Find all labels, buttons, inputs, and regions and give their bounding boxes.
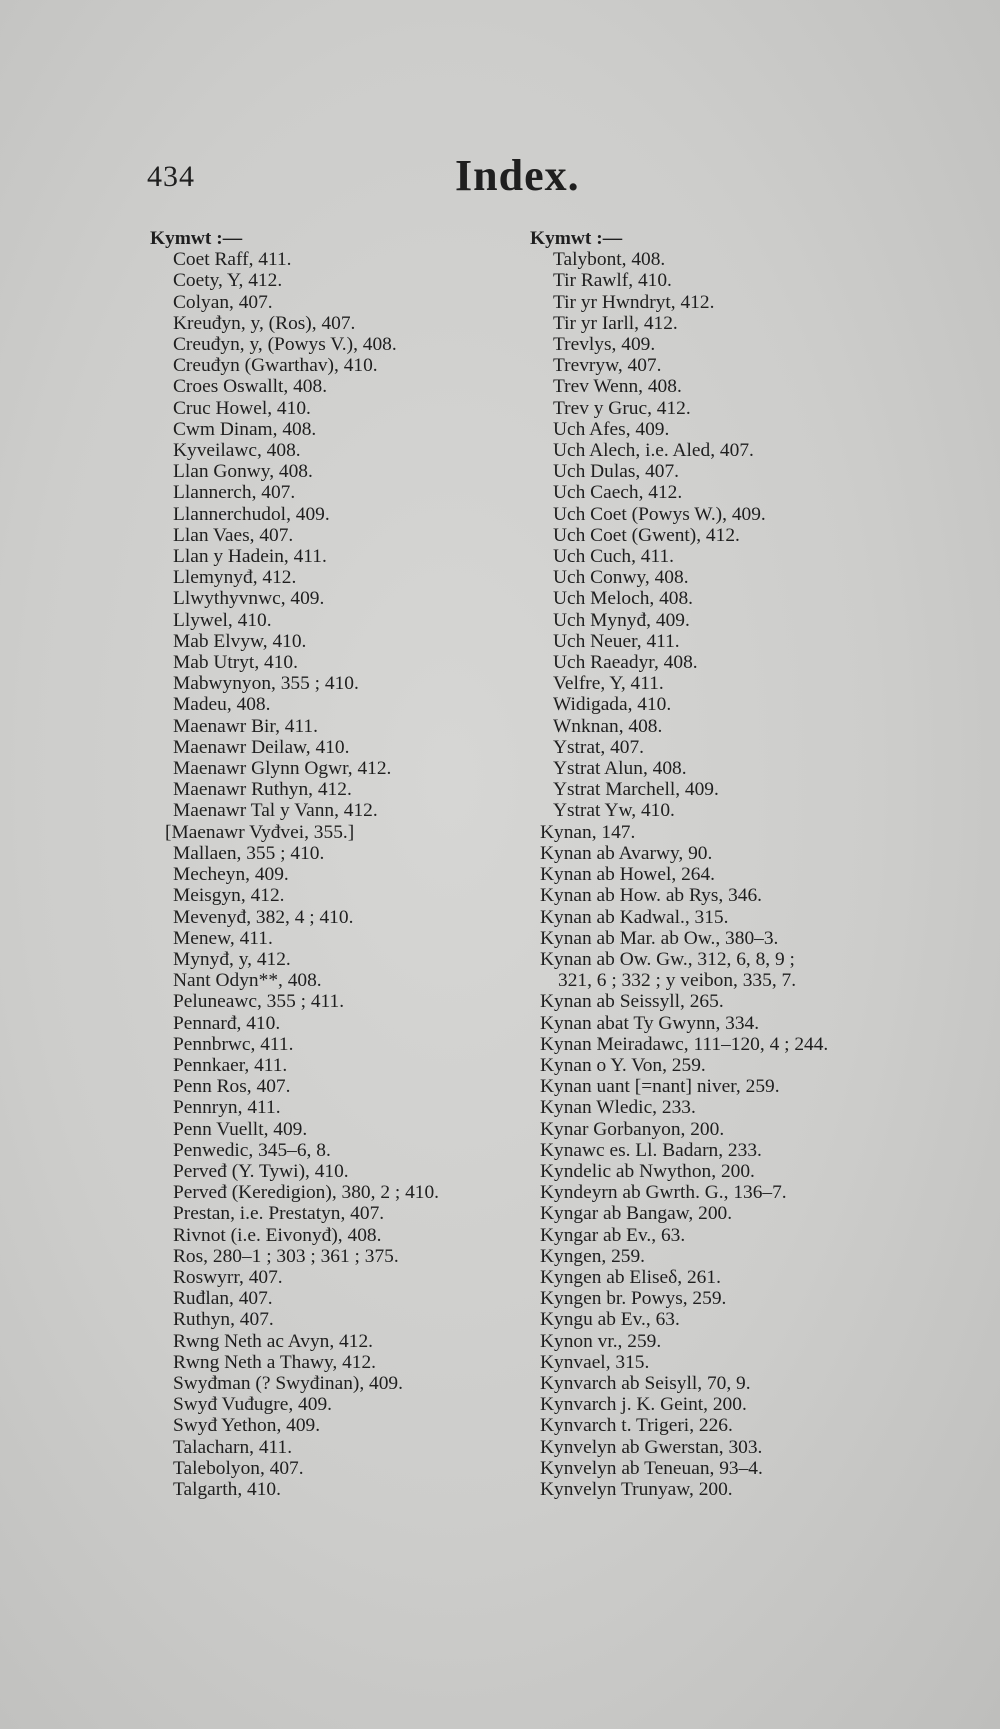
index-entry: Kynar Gorbanyon, 200.: [540, 1118, 725, 1140]
index-entry: Mynyđ, y, 412.: [173, 948, 291, 970]
index-entry: Rwng Neth a Thawy, 412.: [173, 1351, 377, 1373]
index-entry: Kyngar ab Ev., 63.: [540, 1224, 686, 1246]
index-entry: Maenawr Ruthyn, 412.: [173, 779, 352, 801]
running-head: Index.: [455, 151, 580, 200]
index-entry: Cruc Howel, 410.: [173, 397, 311, 419]
index-entry: Kyndeyrn ab Gwrth. G., 136–7.: [540, 1182, 787, 1204]
index-entry: Kynan, 147.: [540, 821, 636, 843]
index-entry: Trev Wenn, 408.: [553, 376, 682, 398]
index-entry: Maenawr Tal y Vann, 412.: [173, 800, 378, 822]
index-entry: Trevryw, 407.: [553, 355, 662, 377]
index-entry: Creuđyn, y, (Powys V.), 408.: [173, 334, 397, 356]
index-entry: Llannerch, 407.: [173, 482, 296, 504]
index-entry: Peluneawc, 355 ; 411.: [173, 991, 345, 1013]
index-entry: Uch Afes, 409.: [553, 418, 670, 440]
index-entry: Madeu, 408.: [173, 694, 271, 716]
index-entry: Kynan ab Kadwal., 315.: [540, 906, 729, 928]
index-entry: Kynan Meiradawc, 111–120, 4 ; 244.: [540, 1033, 829, 1055]
index-entry: Kynan ab How. ab Rys, 346.: [540, 885, 763, 907]
index-entry: Coety, Y, 412.: [173, 270, 283, 292]
index-entry: Talebolyon, 407.: [173, 1457, 304, 1479]
index-heading: Kymwt :—: [150, 228, 243, 249]
index-entry: Kynvael, 315.: [540, 1351, 650, 1373]
index-entry: Wnknan, 408.: [553, 715, 663, 737]
index-entry: Talacharn, 411.: [173, 1436, 293, 1458]
index-entry: Tir Rawlf, 410.: [553, 270, 672, 292]
index-entry: Uch Coet (Powys W.), 409.: [553, 503, 766, 525]
index-entry: Kyndelic ab Nwython, 200.: [540, 1160, 755, 1182]
index-entry: Kynan uant [=nant] niver, 259.: [540, 1076, 780, 1098]
index-entry: Kyngen, 259.: [540, 1245, 646, 1267]
index-entry: Kynvelyn ab Teneuan, 93–4.: [540, 1457, 763, 1479]
index-entry: Pennarđ, 410.: [173, 1012, 281, 1034]
index-entry: Llan Vaes, 407.: [173, 524, 294, 546]
index-entry: Creuđyn (Gwarthav), 410.: [173, 355, 378, 377]
index-entry: Kyngen br. Powys, 259.: [540, 1288, 727, 1310]
index-entry: Kyngen ab Eliseδ, 261.: [540, 1266, 721, 1288]
index-entry: Kynan ab Howel, 264.: [540, 864, 716, 886]
index-entry: Kynvelyn Trunyaw, 200.: [540, 1478, 733, 1500]
index-entry: Colyan, 407.: [173, 291, 273, 313]
index-entry: Uch Mynyđ, 409.: [553, 609, 690, 631]
index-entry: Ystrat Yw, 410.: [553, 800, 675, 822]
index-entry: [Maenawr Vyđvei, 355.]: [165, 821, 355, 843]
index-entry: Swyđman (? Swyđinan), 409.: [173, 1372, 403, 1394]
index-entry: Ruđlan, 407.: [173, 1288, 273, 1310]
index-entry: Kynan o Y. Von, 259.: [540, 1054, 706, 1076]
index-entry: Swyđ Yethon, 409.: [173, 1415, 321, 1437]
index-entry: Uch Dulas, 407.: [553, 461, 680, 483]
index-entry: 321, 6 ; 332 ; y veibon, 335, 7.: [558, 970, 797, 992]
index-entry: Widigada, 410.: [553, 694, 672, 716]
index-entry: Tir yr Iarll, 412.: [553, 312, 678, 334]
index-entry: Maenawr Deilaw, 410.: [173, 736, 350, 758]
index-column-right: [530, 228, 930, 1500]
index-entry: Uch Meloch, 408.: [553, 588, 694, 610]
index-entry: Kyngar ab Bangaw, 200.: [540, 1203, 733, 1225]
index-entry: Uch Alech, i.e. Aled, 407.: [553, 440, 754, 462]
index-entry: Uch Neuer, 411.: [553, 630, 680, 652]
index-entry: Kynan ab Seissyll, 265.: [540, 991, 724, 1013]
index-entry: Uch Raeadyr, 408.: [553, 652, 698, 674]
index-entry: Talybont, 408.: [553, 249, 666, 271]
index-entry: Ruthyn, 407.: [173, 1309, 274, 1331]
index-entry: Mecheyn, 409.: [173, 864, 289, 886]
index-entry: Kynvarch j. K. Geint, 200.: [540, 1394, 747, 1416]
index-entry: Cwm Dinam, 408.: [173, 418, 317, 440]
index-entry: Ystrat Marchell, 409.: [553, 779, 719, 801]
index-entry: Uch Conwy, 408.: [553, 567, 689, 589]
index-entry: Velfre, Y, 411.: [553, 673, 664, 695]
index-entry: Llywel, 410.: [173, 609, 272, 631]
index-entry: Kynan ab Mar. ab Ow., 380–3.: [540, 927, 779, 949]
index-entry: Llemynyđ, 412.: [173, 567, 297, 589]
index-entry: Trev y Gruc, 412.: [553, 397, 691, 419]
index-entry: Kynan ab Ow. Gw., 312, 6, 8, 9 ;: [540, 948, 795, 970]
index-entry: Roswyrr, 407.: [173, 1266, 283, 1288]
index-entry: Kyveilawc, 408.: [173, 440, 301, 462]
index-entry: Kynan Wledic, 233.: [540, 1097, 696, 1119]
index-entry: Llannerchudol, 409.: [173, 503, 330, 525]
index-entry: Maenawr Glynn Ogwr, 412.: [173, 758, 392, 780]
index-entry: Croes Oswallt, 408.: [173, 376, 328, 398]
index-entry: Llan y Hadein, 411.: [173, 546, 327, 568]
index-entry: Ystrat Alun, 408.: [553, 758, 687, 780]
index-entry: Tir yr Hwndryt, 412.: [553, 291, 715, 313]
index-entry: Ros, 280–1 ; 303 ; 361 ; 375.: [173, 1245, 399, 1267]
index-entry: Talgarth, 410.: [173, 1478, 281, 1500]
index-entry: Trevlys, 409.: [553, 334, 656, 356]
index-entry: Prestan, i.e. Prestatyn, 407.: [173, 1203, 385, 1225]
index-entry: Rivnot (i.e. Eivonyđ), 408.: [173, 1224, 382, 1246]
index-entry: Rwng Neth ac Avyn, 412.: [173, 1330, 373, 1352]
index-entry: Penwedic, 345–6, 8.: [173, 1139, 331, 1161]
index-entry: Kreuđyn, y, (Ros), 407.: [173, 312, 356, 334]
index-entry: Swyđ Vuđugre, 409.: [173, 1394, 332, 1416]
index-entry: Kynvarch t. Trigeri, 226.: [540, 1415, 733, 1437]
index-entry: Kynon vr., 259.: [540, 1330, 662, 1352]
index-entry: Pennkaer, 411.: [173, 1054, 288, 1076]
index-entry: Kynvelyn ab Gwerstan, 303.: [540, 1436, 763, 1458]
index-entry: Mab Elvyw, 410.: [173, 630, 307, 652]
index-entry: Uch Cuch, 411.: [553, 546, 674, 568]
index-entry: Nant Odyn**, 408.: [173, 970, 322, 992]
index-entry: Coet Raff, 411.: [173, 249, 292, 271]
index-entry: Penn Vuellt, 409.: [173, 1118, 308, 1140]
index-entry: Llwythyvnwc, 409.: [173, 588, 325, 610]
index-entry: Llan Gonwy, 408.: [173, 461, 313, 483]
index-entry: Mevenyđ, 382, 4 ; 410.: [173, 906, 354, 928]
index-entry: Kynawc es. Ll. Badarn, 233.: [540, 1139, 762, 1161]
index-entry: Perveđ (Y. Tywi), 410.: [173, 1160, 349, 1182]
index-entry: Mabwynyon, 355 ; 410.: [173, 673, 359, 695]
index-entry: Penn Ros, 407.: [173, 1076, 291, 1098]
index-entry: Kyngu ab Ev., 63.: [540, 1309, 680, 1331]
page-number: 434: [147, 160, 195, 193]
index-entry: Mallaen, 355 ; 410.: [173, 842, 325, 864]
index-entry: Maenawr Bir, 411.: [173, 715, 318, 737]
index-heading: Kymwt :—: [530, 228, 623, 249]
index-entry: Pennryn, 411.: [173, 1097, 281, 1119]
index-entry: Kynan abat Ty Gwynn, 334.: [540, 1012, 760, 1034]
index-entry: Meisgyn, 412.: [173, 885, 285, 907]
index-entry: Uch Caech, 412.: [553, 482, 683, 504]
index-entry: Kynan ab Avarwy, 90.: [540, 842, 713, 864]
index-entry: Kynvarch ab Seisyll, 70, 9.: [540, 1372, 751, 1394]
index-entry: Pennbrwc, 411.: [173, 1033, 294, 1055]
index-column-left: [150, 228, 510, 1500]
index-entry: Ystrat, 407.: [553, 736, 645, 758]
index-entry: Menew, 411.: [173, 927, 273, 949]
index-entry: Mab Utryt, 410.: [173, 652, 298, 674]
index-entry: Perveđ (Keredigion), 380, 2 ; 410.: [173, 1182, 440, 1204]
index-entry: Uch Coet (Gwent), 412.: [553, 524, 740, 546]
